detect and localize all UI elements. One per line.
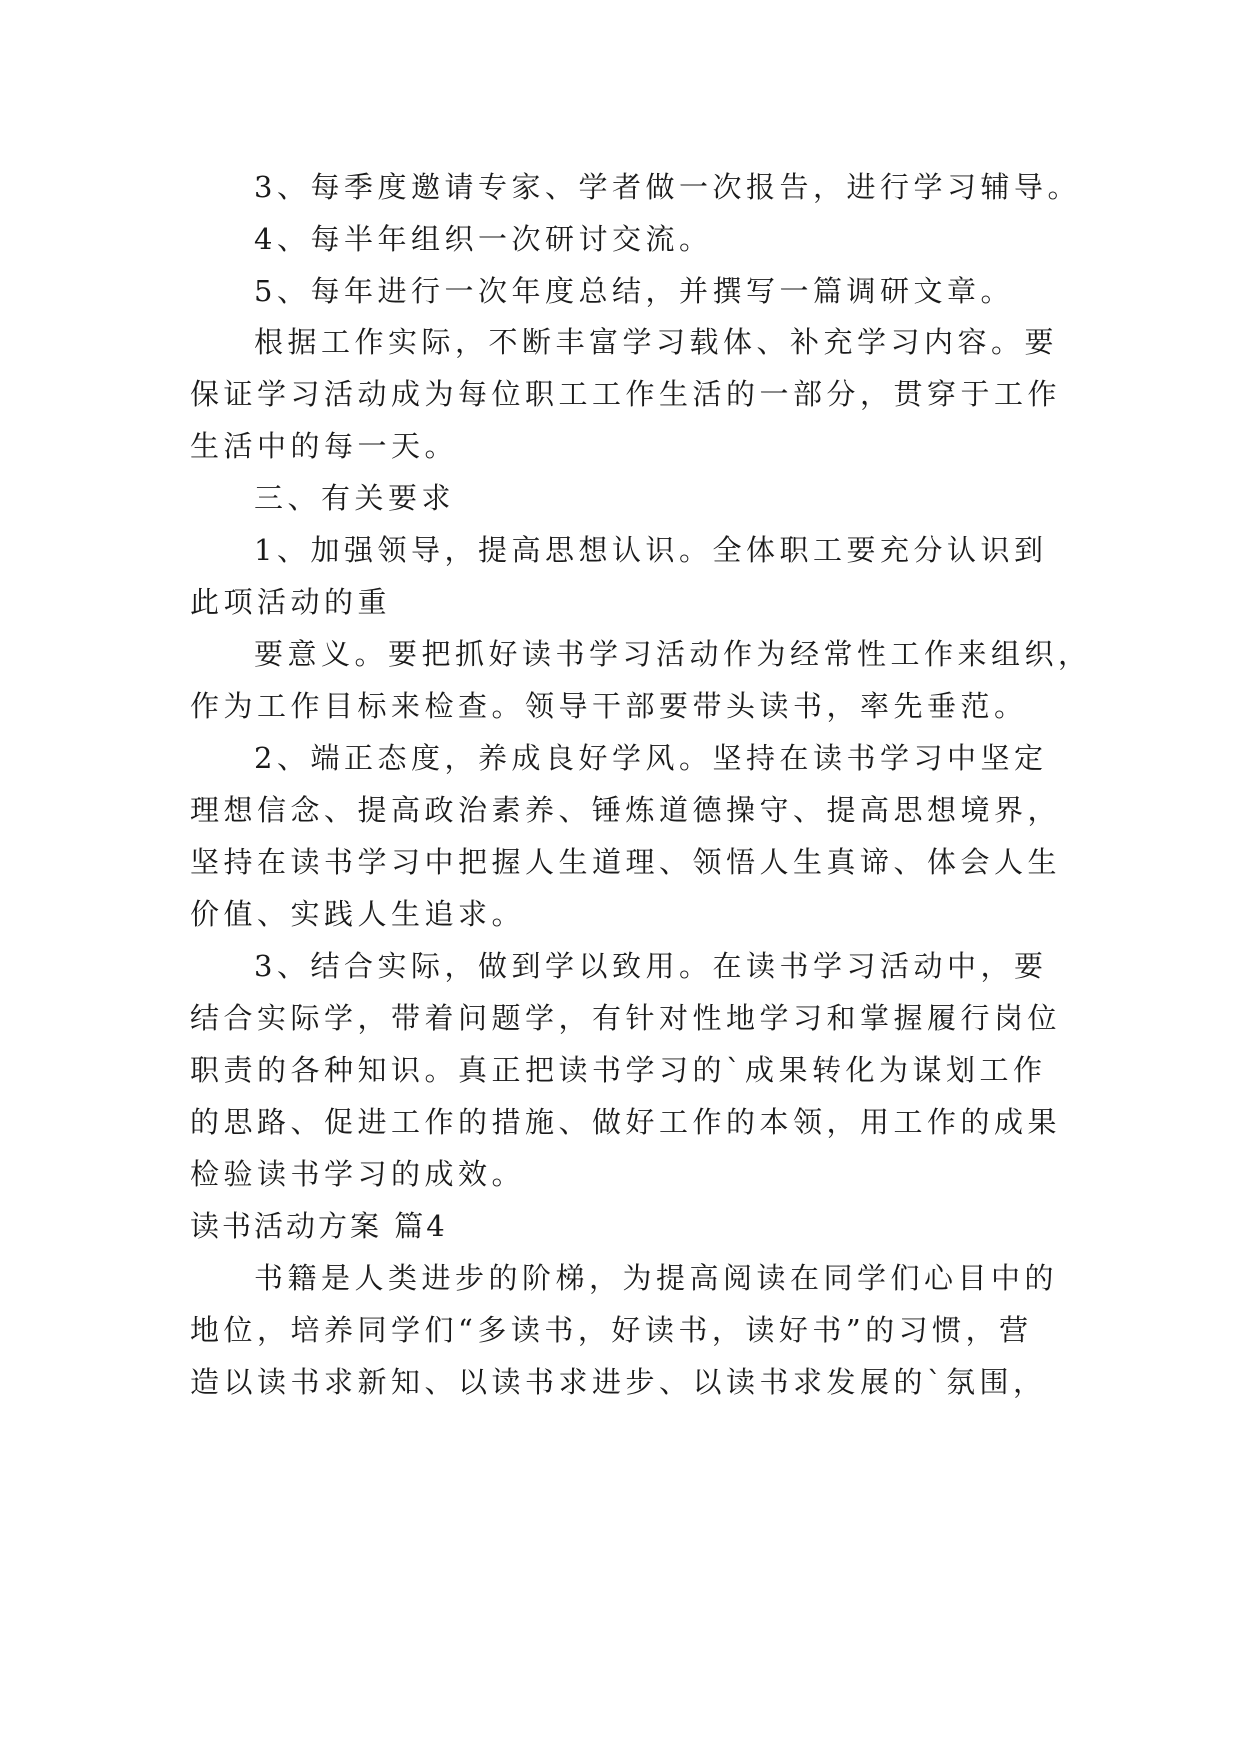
paragraph-line: 职责的各种知识。真正把读书学习的`成果转化为谋划工作: [190, 1053, 1047, 1087]
paragraph-line: 根据工作实际，不断丰富学习载体、补充学习内容。要: [254, 325, 1059, 359]
paragraph-line: 2、端正态度，养成良好学风。坚持在读书学习中坚定: [254, 741, 1048, 775]
paragraph-line: 作为工作目标来检查。领导干部要带头读书，率先垂范。: [190, 689, 1028, 723]
paragraph-line: 此项活动的重: [190, 585, 392, 619]
paragraph-line: 价值、实践人生追求。: [190, 897, 526, 931]
paragraph-line: 保证学习活动成为每位职工工作生活的一部分，贯穿于工作: [190, 377, 1062, 411]
paragraph-line: 3、每季度邀请专家、学者做一次报告，进行学习辅导。: [254, 170, 1081, 204]
paragraph-line: 5、每年进行一次年度总结，并撰写一篇调研文章。: [254, 274, 1014, 308]
article-title: 读书活动方案 篇4: [190, 1209, 448, 1243]
section-heading: 三、有关要求: [254, 481, 456, 515]
paragraph-line: 4、每半年组织一次研讨交流。: [254, 222, 713, 256]
paragraph-line: 3、结合实际，做到学以致用。在读书学习活动中，要: [254, 949, 1048, 983]
paragraph-line: 生活中的每一天。: [190, 429, 459, 463]
paragraph-line: 书籍是人类进步的阶梯，为提高阅读在同学们心目中的: [254, 1261, 1059, 1295]
paragraph-line: 造以读书求新知、以读书求进步、以读书求发展的`氛围，: [190, 1365, 1047, 1399]
paragraph-line: 的思路、促进工作的措施、做好工作的本领，用工作的成果: [190, 1105, 1062, 1139]
paragraph-line: 要意义。要把抓好读书学习活动作为经常性工作来组织，: [254, 637, 1092, 671]
paragraph-line: 结合实际学，带着问题学，有针对性地学习和掌握履行岗位: [190, 1001, 1062, 1035]
paragraph-line: 检验读书学习的成效。: [190, 1157, 526, 1191]
paragraph-line: 1、加强领导，提高思想认识。全体职工要充分认识到: [254, 533, 1048, 567]
paragraph-line: 理想信念、提高政治素养、锤炼道德操守、提高思想境界，: [190, 793, 1062, 827]
paragraph-line: 地位，培养同学们“多读书，好读书，读好书”的习惯，营: [190, 1313, 1033, 1347]
paragraph-line: 坚持在读书学习中把握人生道理、领悟人生真谛、体会人生: [190, 845, 1062, 879]
